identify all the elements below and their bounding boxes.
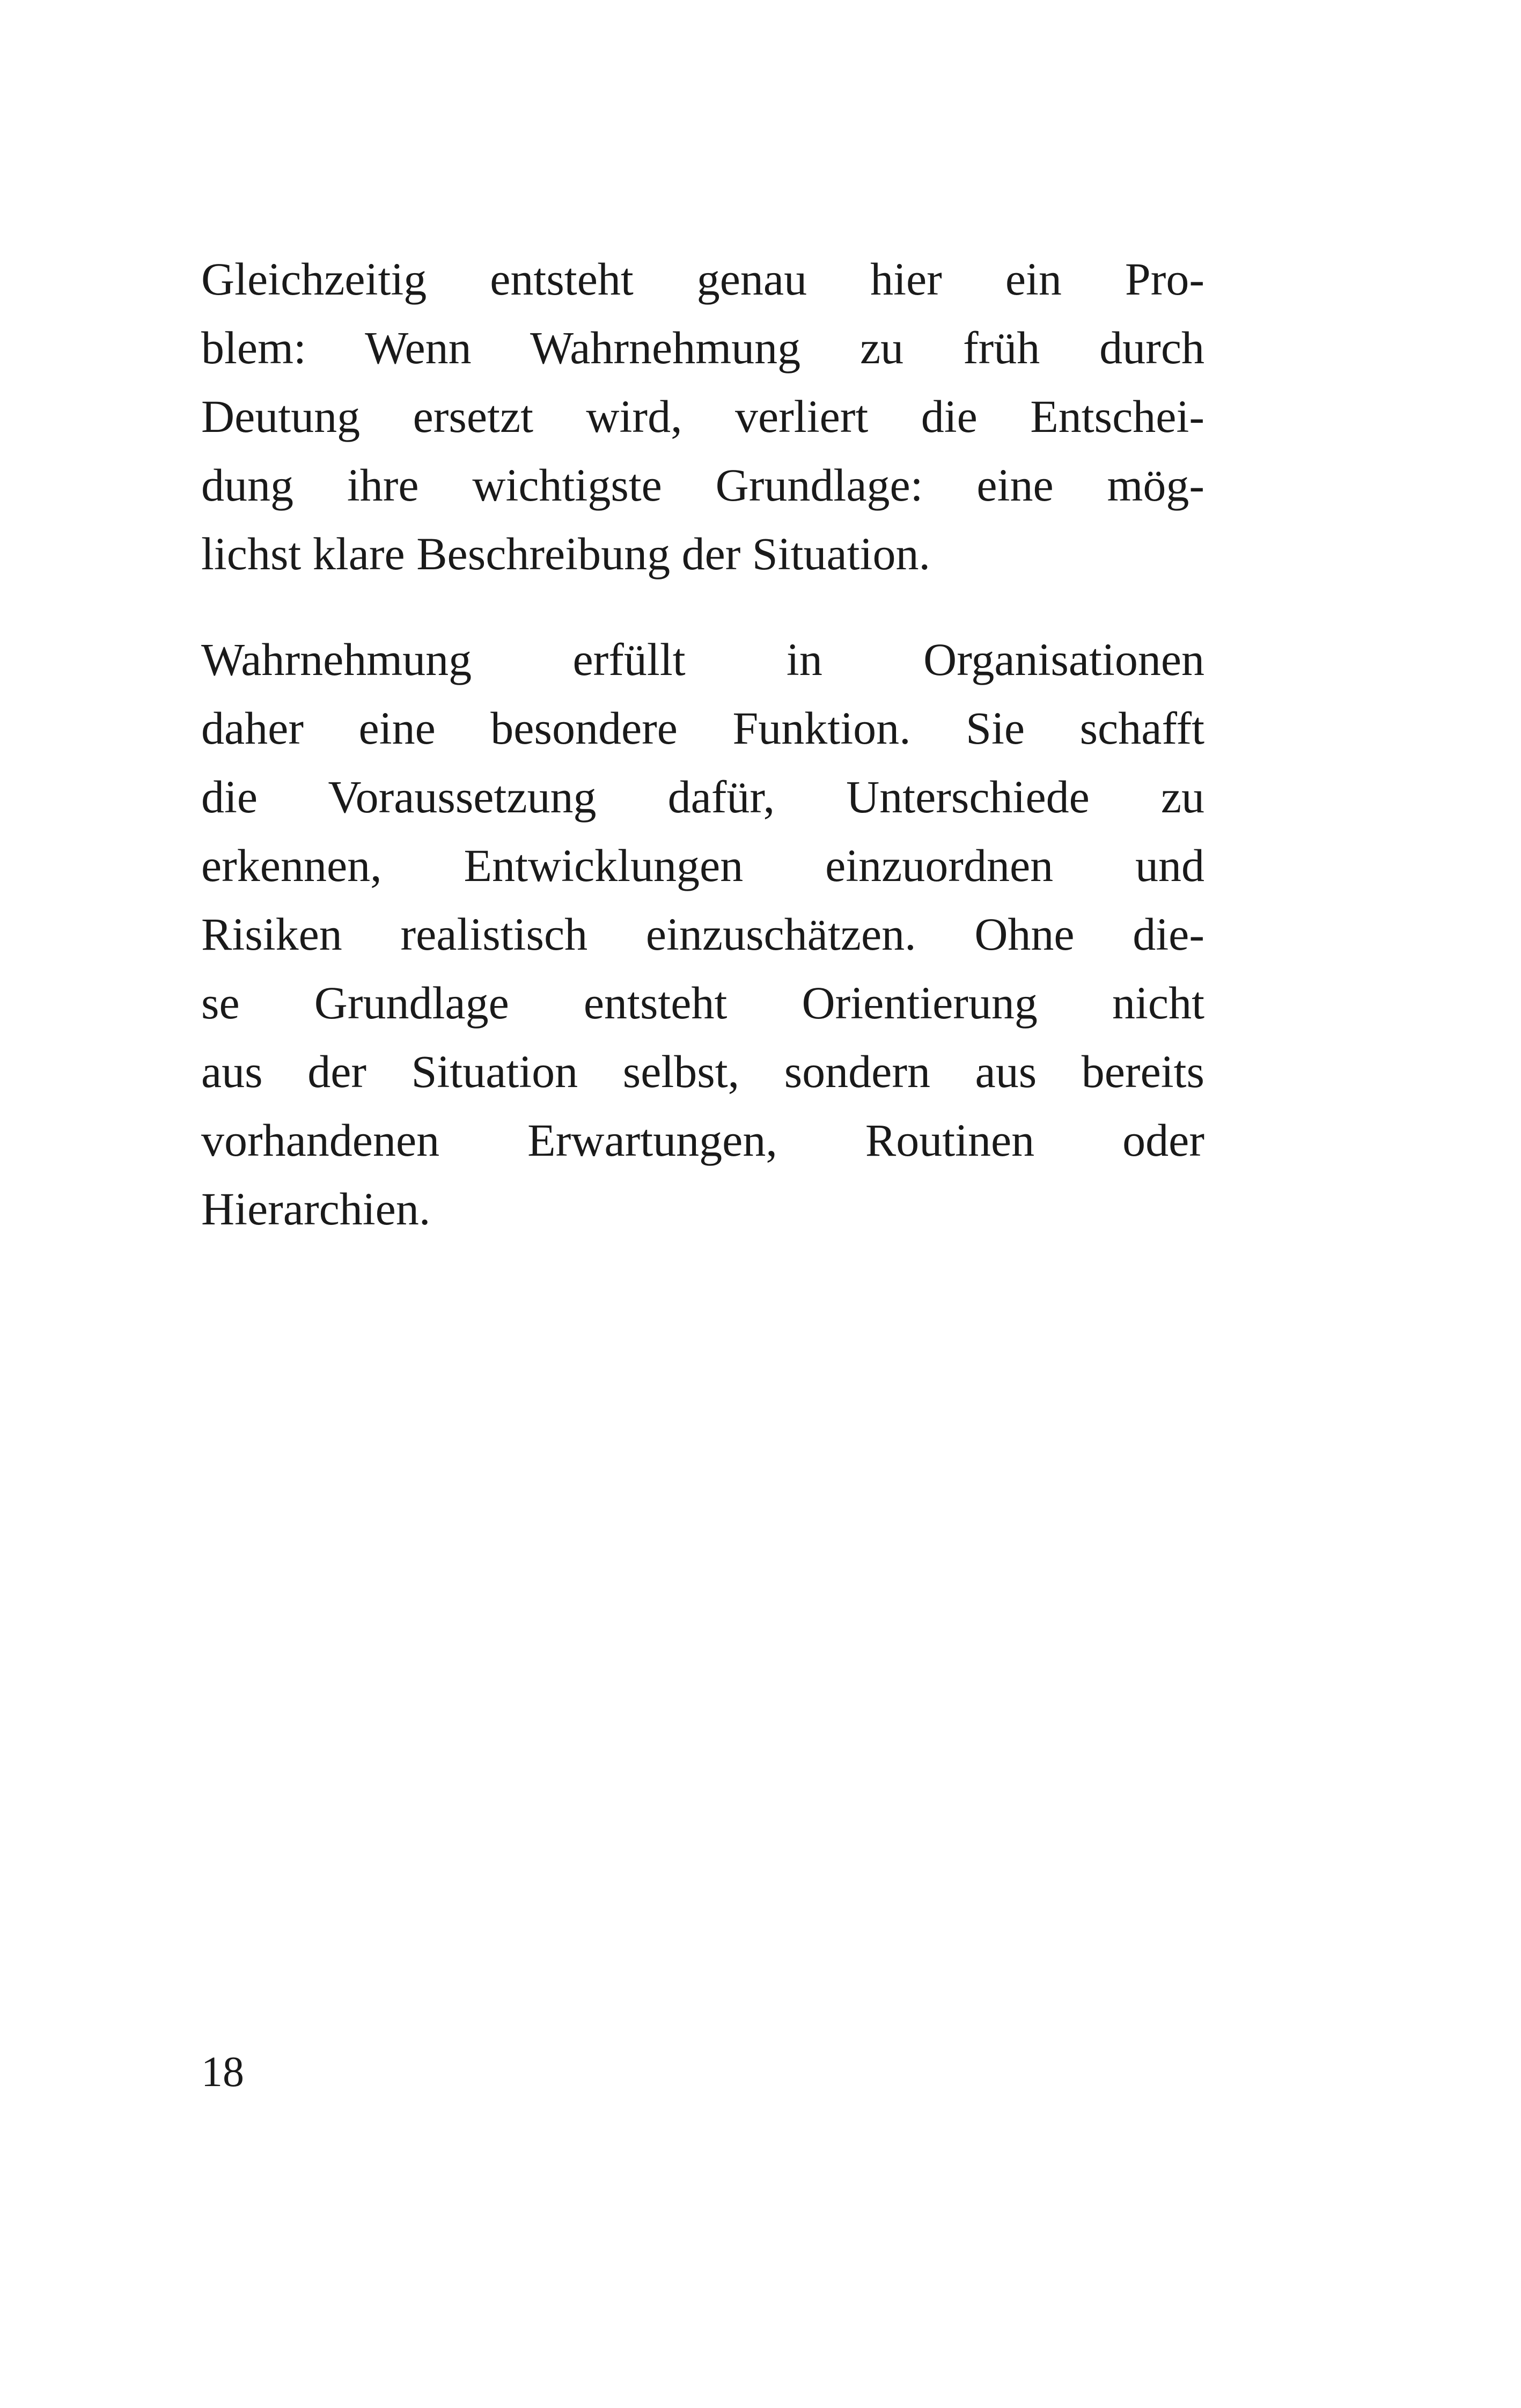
paragraph-1 — [201, 245, 1204, 588]
text-line: Risiken realistisch einzuschätzen. Ohne die- — [201, 908, 1204, 960]
text-line: daher eine besondere Funktion. Sie schafft — [201, 702, 1204, 754]
text-line: blem: Wenn Wahrnehmung zu früh durch — [201, 322, 1204, 373]
text-line: erkennen, Entwicklungen einzuordnen und — [201, 840, 1204, 891]
text-line: se Grundlage entsteht Orientierung nicht — [201, 977, 1204, 1029]
text-line: Gleichzeitig entsteht genau hier ein Pro- — [201, 253, 1204, 305]
text-line: Hierarchien. — [201, 1183, 431, 1235]
text-line: dung ihre wichtigste Grundlage: eine mög- — [201, 459, 1204, 511]
text-line: Deutung ersetzt wird, verliert die Entschei- — [201, 391, 1204, 442]
text-line: die Voraussetzung dafür, Unterschiede zu — [201, 771, 1204, 823]
text-line: aus der Situation selbst, sondern aus bereits — [201, 1046, 1204, 1097]
text-line: vorhandenen Erwartungen, Routinen oder — [201, 1114, 1204, 1166]
page-number: 18 — [201, 2049, 244, 2096]
text-line: Wahrnehmung erfüllt in Organisationen — [201, 634, 1204, 685]
paragraph-2 — [201, 625, 1204, 1243]
text-line: lichst klare Beschreibung der Situation. — [201, 528, 930, 579]
